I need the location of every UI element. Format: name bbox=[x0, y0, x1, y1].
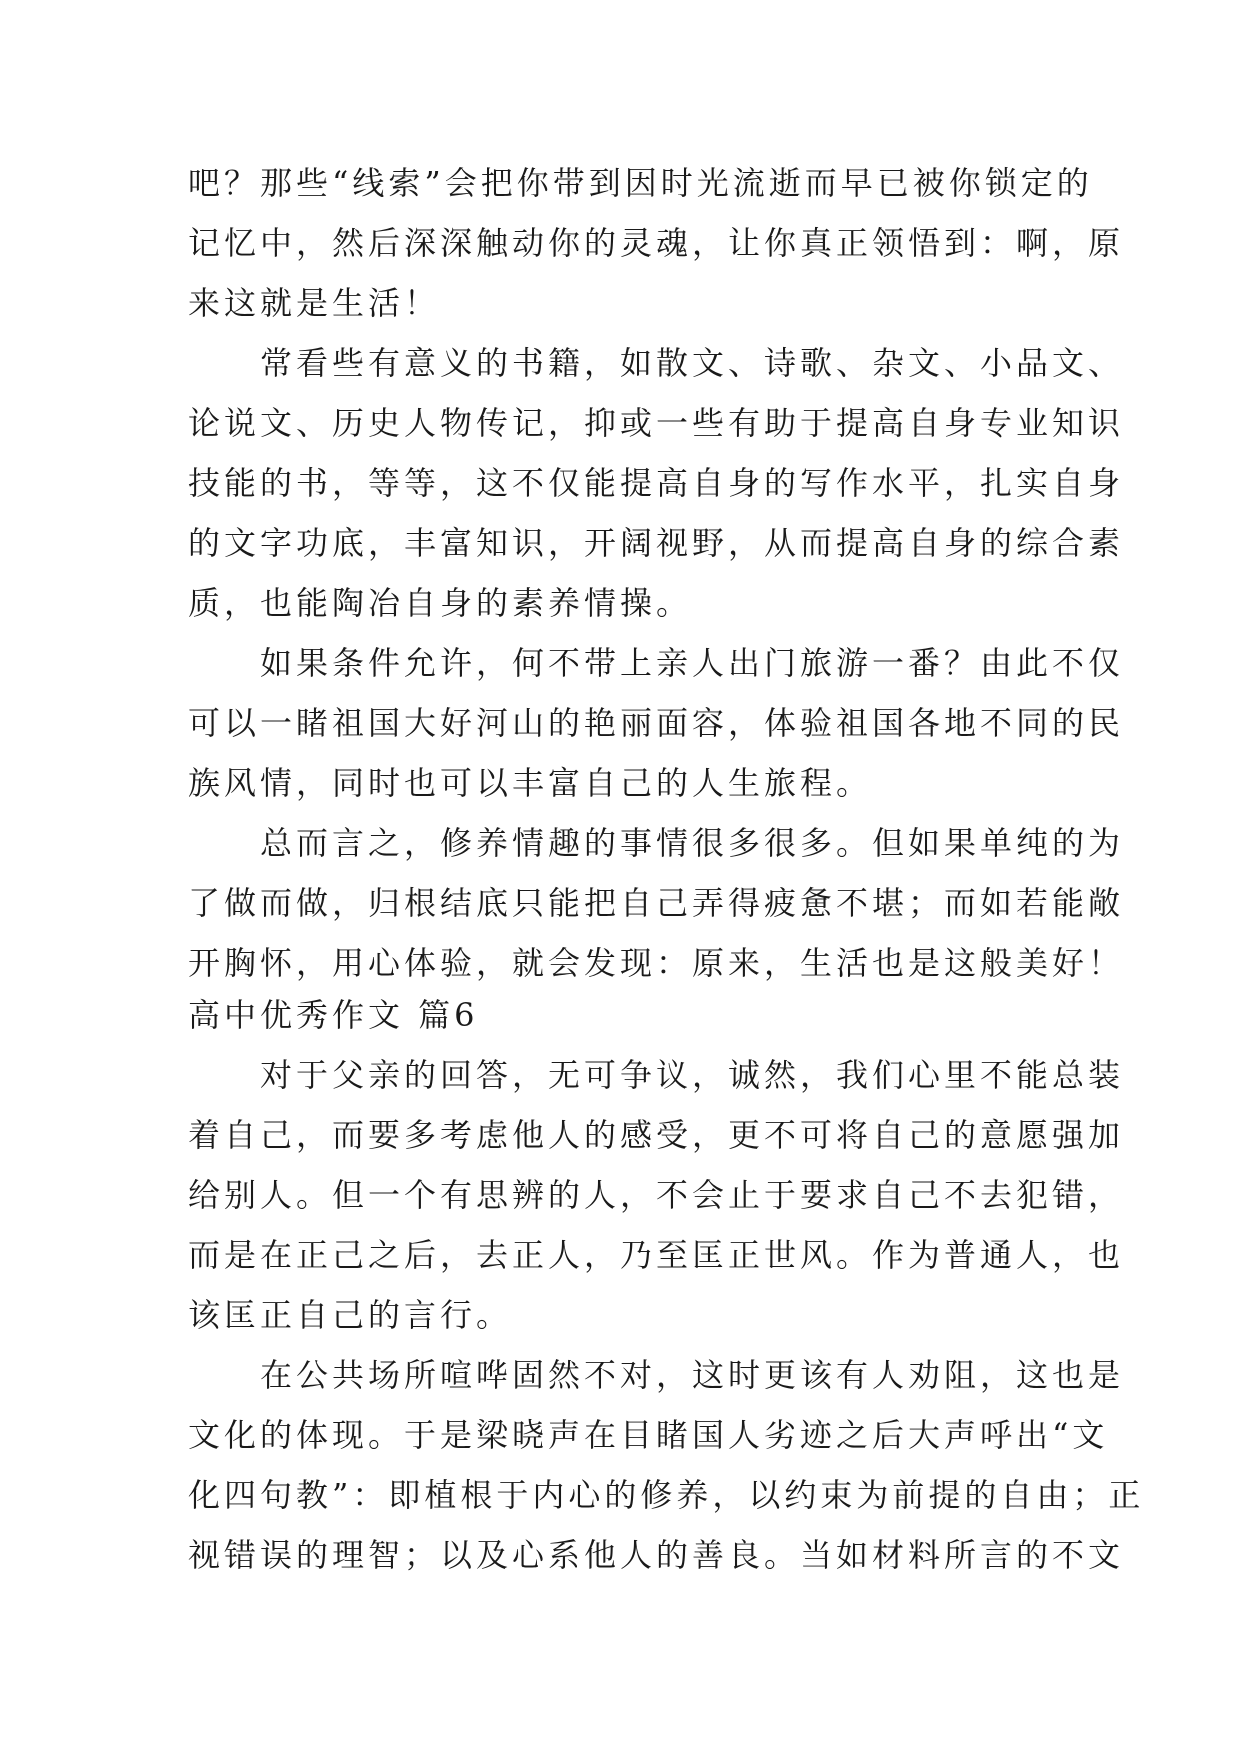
section-heading: 高中优秀作文 篇6 bbox=[188, 996, 479, 1034]
text-line: 总而言之，修养情趣的事情很多很多。但如果单纯的为 bbox=[188, 824, 1125, 862]
text-line: 视错误的理智；以及心系他人的善良。当如材料所言的不文 bbox=[188, 1536, 1125, 1574]
text-line: 对于父亲的回答，无可争议，诚然，我们心里不能总装 bbox=[188, 1056, 1125, 1094]
text-line: 在公共场所喧哗固然不对，这时更该有人劝阻，这也是 bbox=[188, 1356, 1125, 1394]
document-body bbox=[188, 153, 1145, 1585]
text-line: 了做而做，归根结底只能把自己弄得疲惫不堪；而如若能敞 bbox=[188, 884, 1125, 922]
text-line: 质，也能陶冶自身的素养情操。 bbox=[188, 584, 693, 622]
text-line: 常看些有意义的书籍，如散文、诗歌、杂文、小品文、 bbox=[188, 344, 1125, 382]
text-line: 的文字功底，丰富知识，开阔视野，从而提高自身的综合素 bbox=[188, 524, 1125, 562]
text-line: 给别人。但一个有思辨的人，不会止于要求自己不去犯错， bbox=[188, 1176, 1125, 1214]
text-line: 吧？那些“线索”会把你带到因时光流逝而早已被你锁定的 bbox=[188, 164, 1093, 202]
text-line: 化四句教”：即植根于内心的修养，以约束为前提的自由；正 bbox=[188, 1476, 1145, 1514]
text-line: 族风情，同时也可以丰富自己的人生旅程。 bbox=[188, 764, 873, 802]
text-line: 记忆中，然后深深触动你的灵魂，让你真正领悟到：啊，原 bbox=[188, 224, 1125, 262]
text-line: 该匡正自己的言行。 bbox=[188, 1296, 513, 1334]
text-line: 论说文、历史人物传记，抑或一些有助于提高自身专业知识 bbox=[188, 404, 1125, 442]
text-line: 来这就是生活！ bbox=[188, 284, 441, 322]
text-line: 技能的书，等等，这不仅能提高自身的写作水平，扎实自身 bbox=[188, 464, 1125, 502]
text-line: 文化的体现。于是梁晓声在目睹国人劣迹之后大声呼出“文 bbox=[188, 1416, 1109, 1454]
text-line: 开胸怀，用心体验，就会发现：原来，生活也是这般美好！ bbox=[188, 944, 1125, 982]
text-line: 可以一睹祖国大好河山的艳丽面容，体验祖国各地不同的民 bbox=[188, 704, 1125, 742]
text-line: 着自己，而要多考虑他人的感受，更不可将自己的意愿强加 bbox=[188, 1116, 1125, 1154]
text-line: 如果条件允许，何不带上亲人出门旅游一番？由此不仅 bbox=[188, 644, 1125, 682]
text-line: 而是在正己之后，去正人，乃至匡正世风。作为普通人，也 bbox=[188, 1236, 1125, 1274]
